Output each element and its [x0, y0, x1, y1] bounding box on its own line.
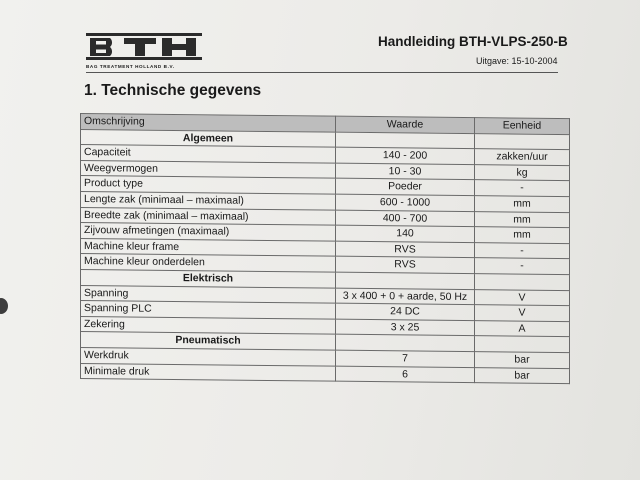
logo-tagline: BAG TREATMENT HOLLAND B.V.	[86, 64, 175, 69]
cell-unit: kg	[475, 164, 570, 181]
cell-description: Lengte zak (minimaal – maximaal)	[81, 191, 336, 209]
section-heading: Algemeen	[81, 129, 336, 147]
cell-unit: A	[475, 320, 570, 337]
cell-description: Zijvouw afmetingen (maximaal)	[81, 223, 336, 241]
cell-unit: -	[475, 258, 570, 275]
cell-description: Capaciteit	[81, 145, 336, 163]
section-title: 1. Technische gegevens	[84, 82, 262, 99]
empty-cell	[475, 133, 570, 150]
column-header-unit: Eenheid	[475, 118, 570, 135]
technical-data-table	[80, 113, 570, 384]
cell-description: Machine kleur frame	[81, 238, 336, 256]
cell-unit: mm	[475, 211, 570, 228]
cell-value: 600 - 1000	[336, 194, 475, 211]
cell-value: RVS	[336, 257, 475, 274]
cell-description: Product type	[81, 176, 336, 194]
company-logo	[86, 30, 202, 74]
cell-value: Poeder	[336, 179, 475, 196]
binder-hole	[0, 298, 8, 314]
section-heading: Elektrisch	[81, 269, 336, 287]
cell-unit: V	[475, 289, 570, 306]
cell-value: 6	[336, 366, 475, 383]
cell-value: 400 - 700	[336, 210, 475, 227]
cell-value: RVS	[336, 241, 475, 258]
cell-description: Minimale druk	[81, 363, 336, 381]
document-edition: Uitgave: 15-10-2004	[476, 56, 558, 66]
cell-unit: mm	[475, 227, 570, 244]
bth-logo-graphic	[86, 30, 202, 64]
cell-unit: zakken/uur	[475, 149, 570, 166]
cell-value: 3 x 25	[336, 319, 475, 336]
empty-cell	[475, 274, 570, 291]
cell-unit: -	[475, 242, 570, 259]
cell-unit: mm	[475, 196, 570, 213]
cell-value: 7	[336, 350, 475, 367]
section-heading: Pneumatisch	[81, 332, 336, 350]
cell-value: 24 DC	[336, 303, 475, 320]
cell-unit: -	[475, 180, 570, 197]
table-body	[81, 129, 570, 384]
document-title: Handleiding BTH-VLPS-250-B	[378, 34, 568, 49]
column-header-description: Omschrijving	[81, 114, 336, 132]
cell-description: Spanning PLC	[81, 301, 336, 319]
cell-value: 3 x 400 + 0 + aarde, 50 Hz	[336, 288, 475, 305]
cell-description: Machine kleur onderdelen	[81, 254, 336, 272]
cell-description: Spanning	[81, 285, 336, 303]
cell-unit: bar	[475, 352, 570, 369]
cell-unit: bar	[475, 367, 570, 384]
cell-value: 140 - 200	[336, 147, 475, 164]
empty-cell	[336, 334, 475, 351]
empty-cell	[475, 336, 570, 353]
cell-unit: V	[475, 305, 570, 322]
cell-description: Breedte zak (minimaal – maximaal)	[81, 207, 336, 225]
cell-description: Werkdruk	[81, 347, 336, 365]
column-header-value: Waarde	[336, 116, 475, 133]
empty-cell	[336, 272, 475, 289]
empty-cell	[336, 132, 475, 149]
cell-description: Weegvermogen	[81, 160, 336, 178]
cell-description: Zekering	[81, 316, 336, 334]
cell-value: 10 - 30	[336, 163, 475, 180]
cell-value: 140	[336, 225, 475, 242]
header-divider	[86, 72, 558, 73]
